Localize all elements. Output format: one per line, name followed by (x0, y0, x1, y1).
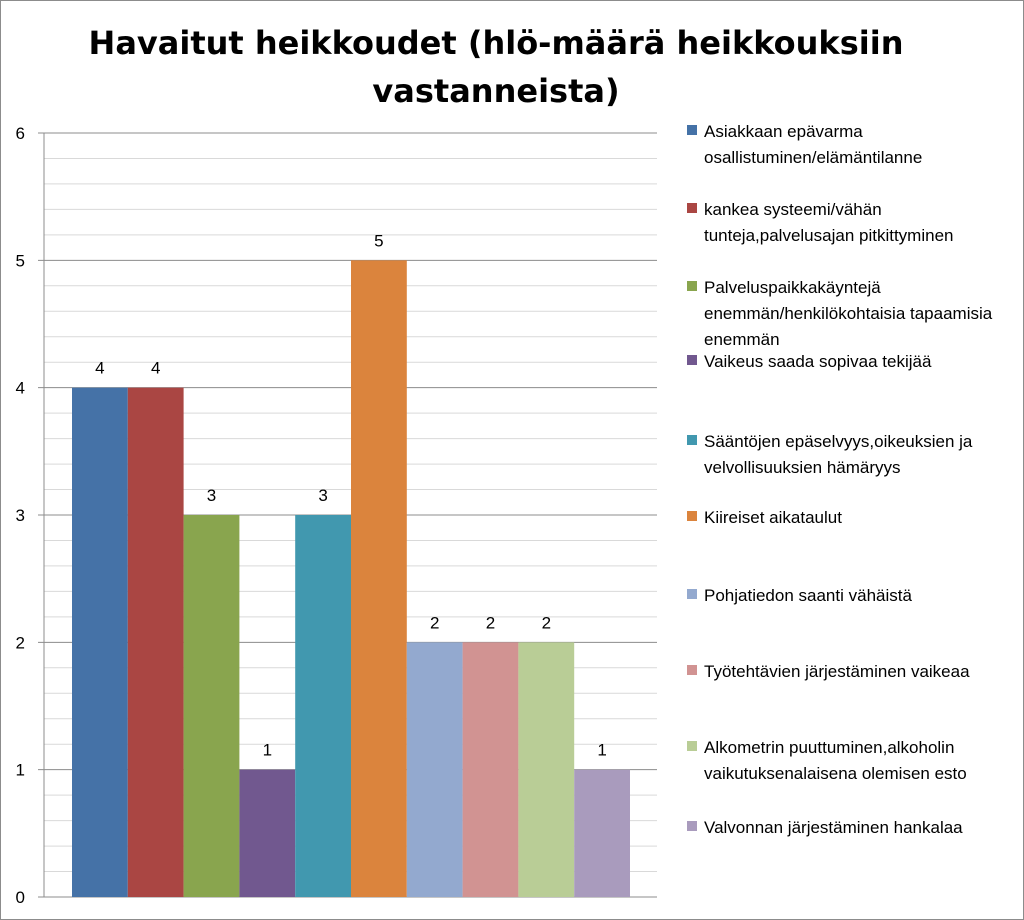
legend-swatch (687, 741, 697, 751)
data-label: 3 (318, 486, 328, 505)
data-label: 1 (262, 740, 273, 760)
bar (184, 515, 240, 897)
legend-label: Palveluspaikkakäyntejä enemmän/henkilökohtaisia tapaamisia enemmän (704, 278, 993, 349)
bar (72, 388, 128, 897)
legend-label: Kiireiset aikataulut (704, 508, 842, 527)
y-tick-label: 2 (15, 633, 25, 653)
legend-label: Vaikeus saada sopivaa tekijää (704, 352, 932, 371)
y-tick-label: 0 (15, 888, 25, 907)
legend-swatch (687, 355, 697, 365)
bar (239, 770, 295, 897)
legend-swatch (687, 511, 697, 521)
data-label: 4 (95, 358, 105, 378)
legend-swatch (687, 435, 697, 445)
data-label: 2 (485, 613, 496, 633)
legend-swatch (687, 281, 697, 291)
data-label: 5 (374, 231, 384, 251)
y-tick-label: 4 (15, 378, 25, 398)
y-tick-label: 6 (15, 124, 25, 143)
bar (518, 642, 574, 897)
bar (295, 515, 351, 897)
data-label: 2 (541, 613, 552, 633)
legend-label: Sääntöjen epäselvyys,oikeuksien ja velvollisuuksien hämäryys (704, 432, 973, 477)
chart-title: Havaitut heikkoudet (hlö-määrä heikkouksiin vastanneista) (88, 24, 904, 110)
data-label: 3 (206, 486, 217, 505)
bar (351, 260, 407, 897)
y-tick-label: 5 (15, 251, 25, 271)
legend-label: Asiakkaan epävarma osallistuminen/elämäntilanne (704, 122, 923, 167)
bar (407, 642, 463, 897)
legend-swatch (687, 589, 697, 599)
legend-swatch (687, 203, 697, 213)
legend-label: kankea systeemi/vähän tunteja,palvelusajan pitkittyminen (704, 200, 954, 245)
legend-swatch (687, 665, 697, 675)
data-label: 4 (150, 358, 161, 378)
bar (128, 388, 184, 897)
legend-swatch (687, 821, 697, 831)
legend-label: Työtehtävien järjestäminen vaikeaa (704, 662, 970, 681)
legend-label: Pohjatiedon saanti vähäistä (704, 586, 912, 605)
y-tick-label: 3 (15, 506, 25, 525)
bar (574, 770, 630, 897)
data-label: 2 (429, 613, 440, 633)
bar (463, 642, 519, 897)
data-label: 1 (597, 740, 607, 760)
legend-swatch (687, 125, 697, 135)
y-tick-label: 1 (15, 760, 25, 780)
legend-label: Alkometrin puuttuminen,alkoholin vaikutuksenalaisena olemisen esto (704, 738, 967, 783)
legend-label: Valvonnan järjestäminen hankalaa (704, 818, 963, 837)
